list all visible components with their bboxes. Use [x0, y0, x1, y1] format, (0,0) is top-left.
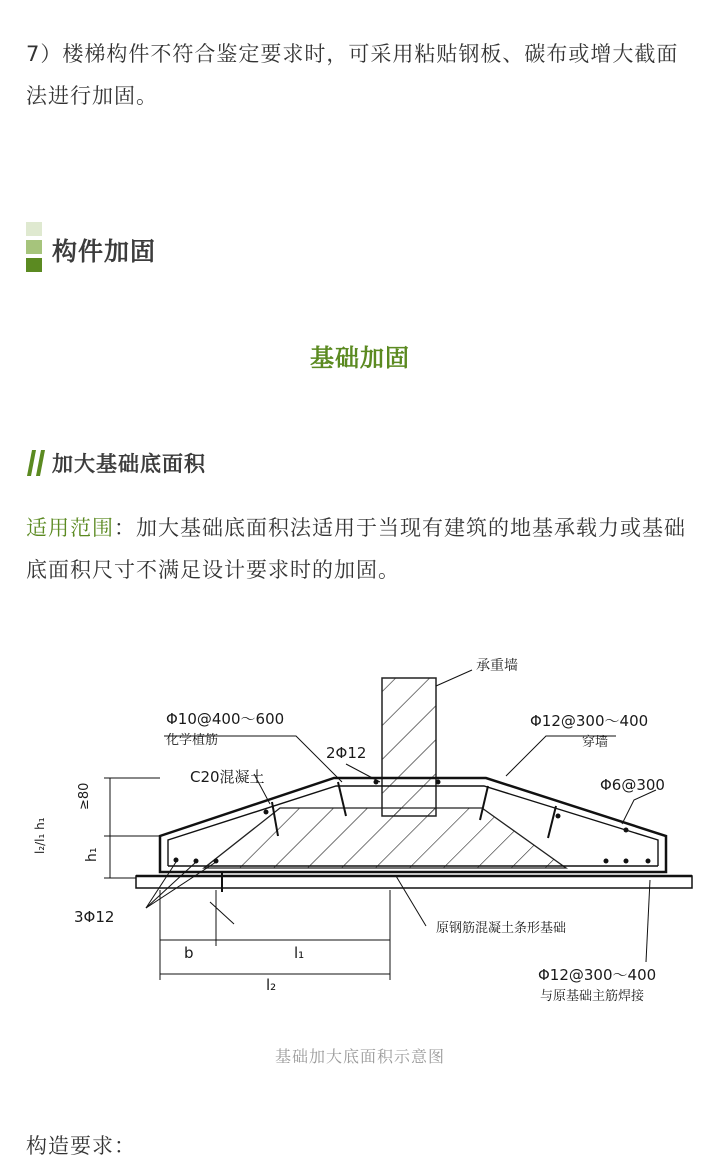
label-chem-rebar: Φ10@400～600	[166, 710, 285, 728]
section-marker-icon	[26, 222, 42, 276]
subsection-header	[26, 448, 206, 482]
section-title: 构件加固	[52, 237, 157, 266]
foundation-diagram	[26, 640, 706, 1028]
scope-text: ：加大基础底面积法适用于当现有建筑的地基承载力或基础底面积尺寸不满足设计要求时的加固。	[26, 516, 686, 582]
figure-caption: 基础加大底面积示意图	[274, 1047, 445, 1066]
marker-bar-light	[26, 222, 42, 236]
marker-bar-mid	[26, 240, 42, 254]
label-welded-bars: Φ12@300～400	[538, 966, 657, 984]
label-welded-note: 与原基础主筋焊接	[540, 989, 645, 1004]
double-slash-icon	[26, 448, 48, 478]
label-dim-l2: l₂	[266, 976, 277, 994]
subsection-title: 加大基础底面积	[52, 452, 206, 476]
label-dim-l1: l₁	[294, 944, 305, 962]
label-dim-b: b	[184, 944, 194, 962]
center-heading: 基础加固	[310, 344, 410, 372]
label-through-wall-note: 穿墙	[582, 735, 609, 750]
scope-label: 适用范围	[26, 516, 114, 540]
label-ge80: ≥80	[77, 782, 92, 810]
label-top-bars: 2Φ12	[326, 744, 367, 762]
label-ratio: l₂/l₁ h₁	[33, 817, 47, 854]
bearing-wall-shape	[382, 678, 436, 816]
ground-slab	[136, 876, 692, 888]
label-h1: h₁	[84, 847, 100, 862]
paragraph-construction-requirements: 构造要求：	[26, 1134, 136, 1158]
label-bottom-bars: 3Φ12	[74, 908, 115, 926]
label-concrete: C20混凝土	[190, 768, 265, 786]
label-bearing-wall: 承重墙	[476, 658, 518, 674]
label-stirrup: Φ6@300	[600, 776, 665, 794]
marker-bar-dark	[26, 258, 42, 272]
original-foundation-shape	[204, 808, 566, 868]
label-through-wall: Φ12@300～400	[530, 712, 649, 730]
paragraph-stair-reinforcement: 7）楼梯构件不符合鉴定要求时，可采用粘贴钢板、碳布或增大截面法进行加固。	[26, 42, 679, 108]
label-chem-rebar-note: 化学植筋	[166, 733, 219, 748]
label-original-foundation: 原钢筋混凝土条形基础	[436, 921, 567, 936]
paragraph-scope	[26, 507, 696, 591]
